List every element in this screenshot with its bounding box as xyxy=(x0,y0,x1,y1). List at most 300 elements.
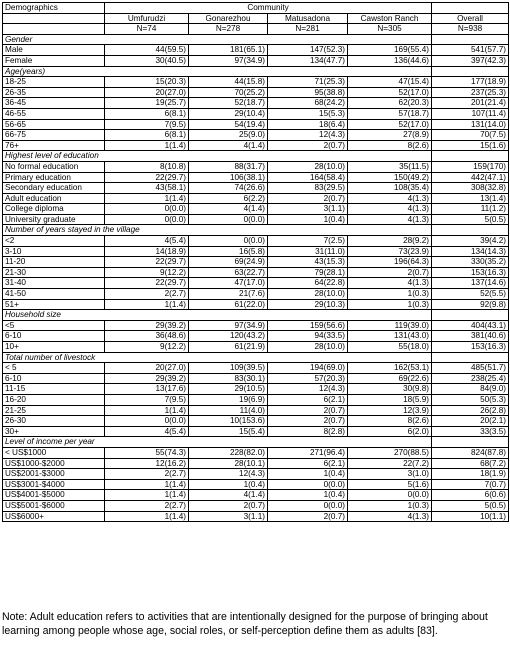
row-label: US$4001-$5000 xyxy=(3,490,105,501)
table-row xyxy=(3,193,509,204)
cell-value: 9(12.2) xyxy=(105,342,189,353)
row-label: University graduate xyxy=(3,214,105,225)
column-name-overall: Overall xyxy=(432,13,509,24)
column-n-overall: N=938 xyxy=(432,24,509,35)
cell-value: 12(16.2) xyxy=(105,458,189,469)
cell-value: 0(0.0) xyxy=(268,500,348,511)
row-label: 66-75 xyxy=(3,130,105,141)
cell-value: 26(2.8) xyxy=(432,405,509,416)
cell-value: 54(19.4) xyxy=(189,119,268,130)
row-label: 3-10 xyxy=(3,246,105,257)
cell-value: 4(1.3) xyxy=(348,193,432,204)
cell-value: 6(0.6) xyxy=(432,490,509,501)
row-label: < US$1000 xyxy=(3,447,105,458)
cell-value: 147(52.3) xyxy=(268,45,348,56)
table-row xyxy=(3,45,509,56)
header-row-3 xyxy=(3,24,509,35)
cell-value: 109(39.5) xyxy=(189,363,268,374)
cell-value: 107(11.4) xyxy=(432,108,509,119)
cell-value: 2(2.7) xyxy=(105,500,189,511)
table-row xyxy=(3,479,509,490)
cell-value: 6(8.1) xyxy=(105,108,189,119)
cell-value: 3(1.1) xyxy=(268,204,348,215)
cell-value: 19(6.9) xyxy=(189,394,268,405)
cell-value: 57(18.7) xyxy=(348,108,432,119)
cell-value: 10(1.1) xyxy=(432,511,509,522)
cell-value: 0(0.0) xyxy=(268,479,348,490)
column-name-matusadona: Matusadona xyxy=(268,13,348,24)
row-label: <5 xyxy=(3,320,105,331)
cell-value: 8(2.6) xyxy=(348,416,432,427)
cell-value: 30(40.5) xyxy=(105,55,189,66)
cell-value: 63(22.7) xyxy=(189,267,268,278)
cell-value: 73(23.9) xyxy=(348,246,432,257)
row-label: 21-25 xyxy=(3,405,105,416)
cell-value: 1(0.4) xyxy=(268,469,348,480)
row-label: 46-55 xyxy=(3,108,105,119)
column-name-cawston-ranch: Cawston Ranch xyxy=(348,13,432,24)
cell-value: 824(87.8) xyxy=(432,447,509,458)
table-row xyxy=(3,447,509,458)
cell-value: 12(4.3) xyxy=(268,384,348,395)
cell-value: 25(9.0) xyxy=(189,130,268,141)
section-title: Highest level of education xyxy=(3,151,432,162)
table-row xyxy=(3,236,509,247)
section-blank-cell xyxy=(432,34,509,45)
cell-value: 12(3.9) xyxy=(348,405,432,416)
cell-value: 68(24.2) xyxy=(268,98,348,109)
cell-value: 47(15.4) xyxy=(348,77,432,88)
cell-value: 52(5.5) xyxy=(432,289,509,300)
cell-value: 6(2.1) xyxy=(268,458,348,469)
cell-value: 84(9.0) xyxy=(432,384,509,395)
table-row xyxy=(3,490,509,501)
cell-value: 330(35.2) xyxy=(432,257,509,268)
row-label: College diploma xyxy=(3,204,105,215)
section-blank-cell xyxy=(432,151,509,162)
cell-value: 44(15.8) xyxy=(189,77,268,88)
row-label: Female xyxy=(3,55,105,66)
cell-value: 95(38.8) xyxy=(268,87,348,98)
cell-value: 14(18.9) xyxy=(105,246,189,257)
cell-value: 153(16.3) xyxy=(432,342,509,353)
cell-value: 62(20.3) xyxy=(348,98,432,109)
cell-value: 5(1.6) xyxy=(348,479,432,490)
row-label: <2 xyxy=(3,236,105,247)
cell-value: 61(21.9) xyxy=(189,342,268,353)
table-row xyxy=(3,331,509,342)
section-title: Age(years) xyxy=(3,66,432,77)
cell-value: 2(0.7) xyxy=(268,511,348,522)
cell-value: 29(39.2) xyxy=(105,373,189,384)
table-row xyxy=(3,55,509,66)
cell-value: 4(1.4) xyxy=(189,140,268,151)
table-row xyxy=(3,246,509,257)
cell-value: 194(69.0) xyxy=(268,363,348,374)
cell-value: 18(5.9) xyxy=(348,394,432,405)
cell-value: 11(1.2) xyxy=(432,204,509,215)
cell-value: 15(1.6) xyxy=(432,140,509,151)
table-row xyxy=(3,119,509,130)
cell-value: 2(0.7) xyxy=(348,267,432,278)
cell-value: 64(22.8) xyxy=(268,278,348,289)
demographics-header: Demographics xyxy=(3,3,105,14)
cell-value: 47(17.0) xyxy=(189,278,268,289)
cell-value: 22(29.7) xyxy=(105,278,189,289)
cell-value: 1(1.4) xyxy=(105,511,189,522)
section-title: Number of years stayed in the village xyxy=(3,225,432,236)
section-header-row xyxy=(3,34,509,45)
cell-value: 4(1.3) xyxy=(348,214,432,225)
cell-value: 31(11.0) xyxy=(268,246,348,257)
cell-value: 55(18.0) xyxy=(348,342,432,353)
cell-value: 0(0.0) xyxy=(105,204,189,215)
cell-value: 88(31.7) xyxy=(189,161,268,172)
cell-value: 1(0.4) xyxy=(268,214,348,225)
table-row xyxy=(3,98,509,109)
cell-value: 177(18.9) xyxy=(432,77,509,88)
table-row xyxy=(3,363,509,374)
header-row-2 xyxy=(3,13,509,24)
cell-value: 28(10.0) xyxy=(268,342,348,353)
cell-value: 19(25.7) xyxy=(105,98,189,109)
community-header: Community xyxy=(105,3,432,14)
header-blank-cell xyxy=(432,3,509,14)
section-header-row xyxy=(3,225,509,236)
cell-value: 28(10.1) xyxy=(189,458,268,469)
cell-value: 5(0.5) xyxy=(432,214,509,225)
table-row xyxy=(3,183,509,194)
cell-value: 29(10.3) xyxy=(268,299,348,310)
table-row xyxy=(3,394,509,405)
cell-value: 69(22.6) xyxy=(348,373,432,384)
cell-value: 0(0.0) xyxy=(105,416,189,427)
cell-value: 70(7.5) xyxy=(432,130,509,141)
table-row xyxy=(3,267,509,278)
cell-value: 43(58.1) xyxy=(105,183,189,194)
cell-value: 21(7.6) xyxy=(189,289,268,300)
cell-value: 485(51.7) xyxy=(432,363,509,374)
row-label: US$5001-$6000 xyxy=(3,500,105,511)
row-label: US$3001-$4000 xyxy=(3,479,105,490)
cell-value: 71(25.3) xyxy=(268,77,348,88)
cell-value: 13(17.6) xyxy=(105,384,189,395)
cell-value: 13(1.4) xyxy=(432,193,509,204)
cell-value: 29(10.4) xyxy=(189,108,268,119)
cell-value: 134(14.3) xyxy=(432,246,509,257)
row-label: 26-30 xyxy=(3,416,105,427)
row-label: US$6000+ xyxy=(3,511,105,522)
cell-value: 4(5.4) xyxy=(105,236,189,247)
cell-value: 5(0.5) xyxy=(432,500,509,511)
cell-value: 97(34.9) xyxy=(189,320,268,331)
row-label: No formal education xyxy=(3,161,105,172)
row-label: 51+ xyxy=(3,299,105,310)
cell-value: 7(9.5) xyxy=(105,394,189,405)
cell-value: 1(0.4) xyxy=(268,490,348,501)
cell-value: 0(0.0) xyxy=(189,214,268,225)
section-blank-cell xyxy=(432,310,509,321)
cell-value: 404(43.1) xyxy=(432,320,509,331)
cell-value: 33(3.5) xyxy=(432,426,509,437)
table-body xyxy=(3,3,509,522)
column-n-cawston-ranch: N=305 xyxy=(348,24,432,35)
table-row xyxy=(3,384,509,395)
cell-value: 3(1.1) xyxy=(189,511,268,522)
section-header-row xyxy=(3,66,509,77)
cell-value: 22(29.7) xyxy=(105,257,189,268)
cell-value: 29(39.2) xyxy=(105,320,189,331)
cell-value: 131(43.0) xyxy=(348,331,432,342)
cell-value: 228(82.0) xyxy=(189,447,268,458)
table-row xyxy=(3,342,509,353)
section-header-row xyxy=(3,437,509,448)
row-label: Primary education xyxy=(3,172,105,183)
cell-value: 52(17.0) xyxy=(348,119,432,130)
section-title: Gender xyxy=(3,34,432,45)
cell-value: 18(6.4) xyxy=(268,119,348,130)
row-label: 11-15 xyxy=(3,384,105,395)
cell-value: 164(58.4) xyxy=(268,172,348,183)
cell-value: 237(25.3) xyxy=(432,87,509,98)
column-n-matusadona: N=281 xyxy=(268,24,348,35)
table-row xyxy=(3,172,509,183)
section-title: Total number of livestock xyxy=(3,352,432,363)
row-label: 21-30 xyxy=(3,267,105,278)
cell-value: 44(59.5) xyxy=(105,45,189,56)
cell-value: 43(15.3) xyxy=(268,257,348,268)
cell-value: 39(4.2) xyxy=(432,236,509,247)
cell-value: 8(2.8) xyxy=(268,426,348,437)
table-row xyxy=(3,289,509,300)
cell-value: 12(4.3) xyxy=(268,130,348,141)
row-label: 36-45 xyxy=(3,98,105,109)
column-name-umfurudzi: Umfurudzi xyxy=(105,13,189,24)
cell-value: 1(0.3) xyxy=(348,500,432,511)
cell-value: 1(1.4) xyxy=(105,405,189,416)
cell-value: 442(47.1) xyxy=(432,172,509,183)
table-row xyxy=(3,204,509,215)
table-row xyxy=(3,214,509,225)
table-row xyxy=(3,373,509,384)
cell-value: 15(5.3) xyxy=(268,108,348,119)
row-label: 18-25 xyxy=(3,77,105,88)
cell-value: 28(9.2) xyxy=(348,236,432,247)
cell-value: 150(49.2) xyxy=(348,172,432,183)
cell-value: 6(2.0) xyxy=(348,426,432,437)
row-label: Adult education xyxy=(3,193,105,204)
cell-value: 181(65.1) xyxy=(189,45,268,56)
section-header-row xyxy=(3,151,509,162)
section-blank-cell xyxy=(432,352,509,363)
cell-value: 20(2.1) xyxy=(432,416,509,427)
cell-value: 2(0.7) xyxy=(268,193,348,204)
cell-value: 35(11.5) xyxy=(348,161,432,172)
cell-value: 136(44.6) xyxy=(348,55,432,66)
table-row xyxy=(3,87,509,98)
table-row xyxy=(3,320,509,331)
cell-value: 15(20.3) xyxy=(105,77,189,88)
cell-value: 1(1.4) xyxy=(105,299,189,310)
cell-value: 1(0.3) xyxy=(348,289,432,300)
row-label: 30+ xyxy=(3,426,105,437)
cell-value: 8(2.6) xyxy=(348,140,432,151)
cell-value: 4(1.3) xyxy=(348,511,432,522)
cell-value: 30(9.8) xyxy=(348,384,432,395)
cell-value: 381(40.6) xyxy=(432,331,509,342)
table-row xyxy=(3,130,509,141)
cell-value: 159(170) xyxy=(432,161,509,172)
row-label: US$1000-$2000 xyxy=(3,458,105,469)
row-label: < 5 xyxy=(3,363,105,374)
table-row xyxy=(3,299,509,310)
cell-value: 7(2.5) xyxy=(268,236,348,247)
row-label: 10+ xyxy=(3,342,105,353)
column-name-gonarezhou: Gonarezhou xyxy=(189,13,268,24)
column-n-umfurudzi: N=74 xyxy=(105,24,189,35)
cell-value: 94(33.5) xyxy=(268,331,348,342)
cell-value: 131(14.0) xyxy=(432,119,509,130)
table-row xyxy=(3,416,509,427)
cell-value: 36(48.6) xyxy=(105,331,189,342)
table-row xyxy=(3,511,509,522)
cell-value: 6(2.1) xyxy=(268,394,348,405)
cell-value: 4(1.3) xyxy=(348,278,432,289)
cell-value: 397(42.3) xyxy=(432,55,509,66)
cell-value: 0(0.0) xyxy=(105,214,189,225)
cell-value: 106(38.1) xyxy=(189,172,268,183)
table-row xyxy=(3,140,509,151)
cell-value: 83(30.1) xyxy=(189,373,268,384)
row-label: Secondary education xyxy=(3,183,105,194)
section-title: Household size xyxy=(3,310,432,321)
cell-value: 4(5.4) xyxy=(105,426,189,437)
cell-value: 50(5.3) xyxy=(432,394,509,405)
cell-value: 16(5.8) xyxy=(189,246,268,257)
cell-value: 159(56.6) xyxy=(268,320,348,331)
cell-value: 2(2.7) xyxy=(105,469,189,480)
section-title: Level of income per year xyxy=(3,437,432,448)
cell-value: 1(1.4) xyxy=(105,193,189,204)
cell-value: 2(0.7) xyxy=(268,140,348,151)
cell-value: 9(12.2) xyxy=(105,267,189,278)
cell-value: 22(7.2) xyxy=(348,458,432,469)
cell-value: 4(1.3) xyxy=(348,204,432,215)
table-row xyxy=(3,405,509,416)
cell-value: 97(34.9) xyxy=(189,55,268,66)
cell-value: 2(0.7) xyxy=(268,405,348,416)
cell-value: 29(10.5) xyxy=(189,384,268,395)
cell-value: 18(1.9) xyxy=(432,469,509,480)
table-note: Note: Adult education refers to activities that are intentionally designed for the purpose of bringing about learning among people whose age, social roles, or self-perception define them as adults [83]. xyxy=(2,611,488,637)
cell-value: 8(10.8) xyxy=(105,161,189,172)
row-label: 6-10 xyxy=(3,373,105,384)
row-label: 16-20 xyxy=(3,394,105,405)
cell-value: 3(1.0) xyxy=(348,469,432,480)
cell-value: 15(5.4) xyxy=(189,426,268,437)
cell-value: 134(47.7) xyxy=(268,55,348,66)
table-row xyxy=(3,458,509,469)
cell-value: 57(20.3) xyxy=(268,373,348,384)
header-row-1 xyxy=(3,3,509,14)
cell-value: 541(57.7) xyxy=(432,45,509,56)
row-label: 11-20 xyxy=(3,257,105,268)
cell-value: 6(2.2) xyxy=(189,193,268,204)
table-row xyxy=(3,77,509,88)
cell-value: 22(29.7) xyxy=(105,172,189,183)
cell-value: 2(0.7) xyxy=(268,416,348,427)
header-blank-cell xyxy=(3,13,105,24)
row-label: US$2001-$3000 xyxy=(3,469,105,480)
cell-value: 7(0.7) xyxy=(432,479,509,490)
row-label: 41-50 xyxy=(3,289,105,300)
section-blank-cell xyxy=(432,225,509,236)
cell-value: 10(153.6) xyxy=(189,416,268,427)
cell-value: 196(64.3) xyxy=(348,257,432,268)
table-row xyxy=(3,278,509,289)
cell-value: 83(29.5) xyxy=(268,183,348,194)
cell-value: 0(0.0) xyxy=(348,490,432,501)
cell-value: 120(43.2) xyxy=(189,331,268,342)
row-label: 31-40 xyxy=(3,278,105,289)
cell-value: 61(22.0) xyxy=(189,299,268,310)
cell-value: 92(9.8) xyxy=(432,299,509,310)
cell-value: 2(0.7) xyxy=(189,500,268,511)
cell-value: 68(7.2) xyxy=(432,458,509,469)
cell-value: 28(10.0) xyxy=(268,289,348,300)
cell-value: 270(88.5) xyxy=(348,447,432,458)
table-row xyxy=(3,257,509,268)
cell-value: 1(0.3) xyxy=(348,299,432,310)
cell-value: 1(0.4) xyxy=(189,479,268,490)
section-blank-cell xyxy=(432,66,509,77)
table-row xyxy=(3,161,509,172)
cell-value: 52(17.0) xyxy=(348,87,432,98)
cell-value: 308(32.8) xyxy=(432,183,509,194)
cell-value: 0(0.0) xyxy=(189,236,268,247)
header-blank-cell xyxy=(3,24,105,35)
section-blank-cell xyxy=(432,437,509,448)
row-label: 6-10 xyxy=(3,331,105,342)
cell-value: 79(28.1) xyxy=(268,267,348,278)
cell-value: 20(27.0) xyxy=(105,87,189,98)
row-label: 56-65 xyxy=(3,119,105,130)
cell-value: 69(24.9) xyxy=(189,257,268,268)
cell-value: 271(96.4) xyxy=(268,447,348,458)
table-row xyxy=(3,426,509,437)
cell-value: 74(26.6) xyxy=(189,183,268,194)
table-row xyxy=(3,500,509,511)
cell-value: 12(4.3) xyxy=(189,469,268,480)
cell-value: 162(53.1) xyxy=(348,363,432,374)
row-label: 76+ xyxy=(3,140,105,151)
table-row xyxy=(3,469,509,480)
cell-value: 108(35.4) xyxy=(348,183,432,194)
cell-value: 6(8.1) xyxy=(105,130,189,141)
row-label: Male xyxy=(3,45,105,56)
cell-value: 238(25.4) xyxy=(432,373,509,384)
cell-value: 1(1.4) xyxy=(105,490,189,501)
column-n-gonarezhou: N=278 xyxy=(189,24,268,35)
section-header-row xyxy=(3,352,509,363)
cell-value: 70(25.2) xyxy=(189,87,268,98)
cell-value: 153(16.3) xyxy=(432,267,509,278)
cell-value: 52(18.7) xyxy=(189,98,268,109)
cell-value: 201(21.4) xyxy=(432,98,509,109)
cell-value: 20(27.0) xyxy=(105,363,189,374)
cell-value: 27(8.9) xyxy=(348,130,432,141)
cell-value: 169(55.4) xyxy=(348,45,432,56)
